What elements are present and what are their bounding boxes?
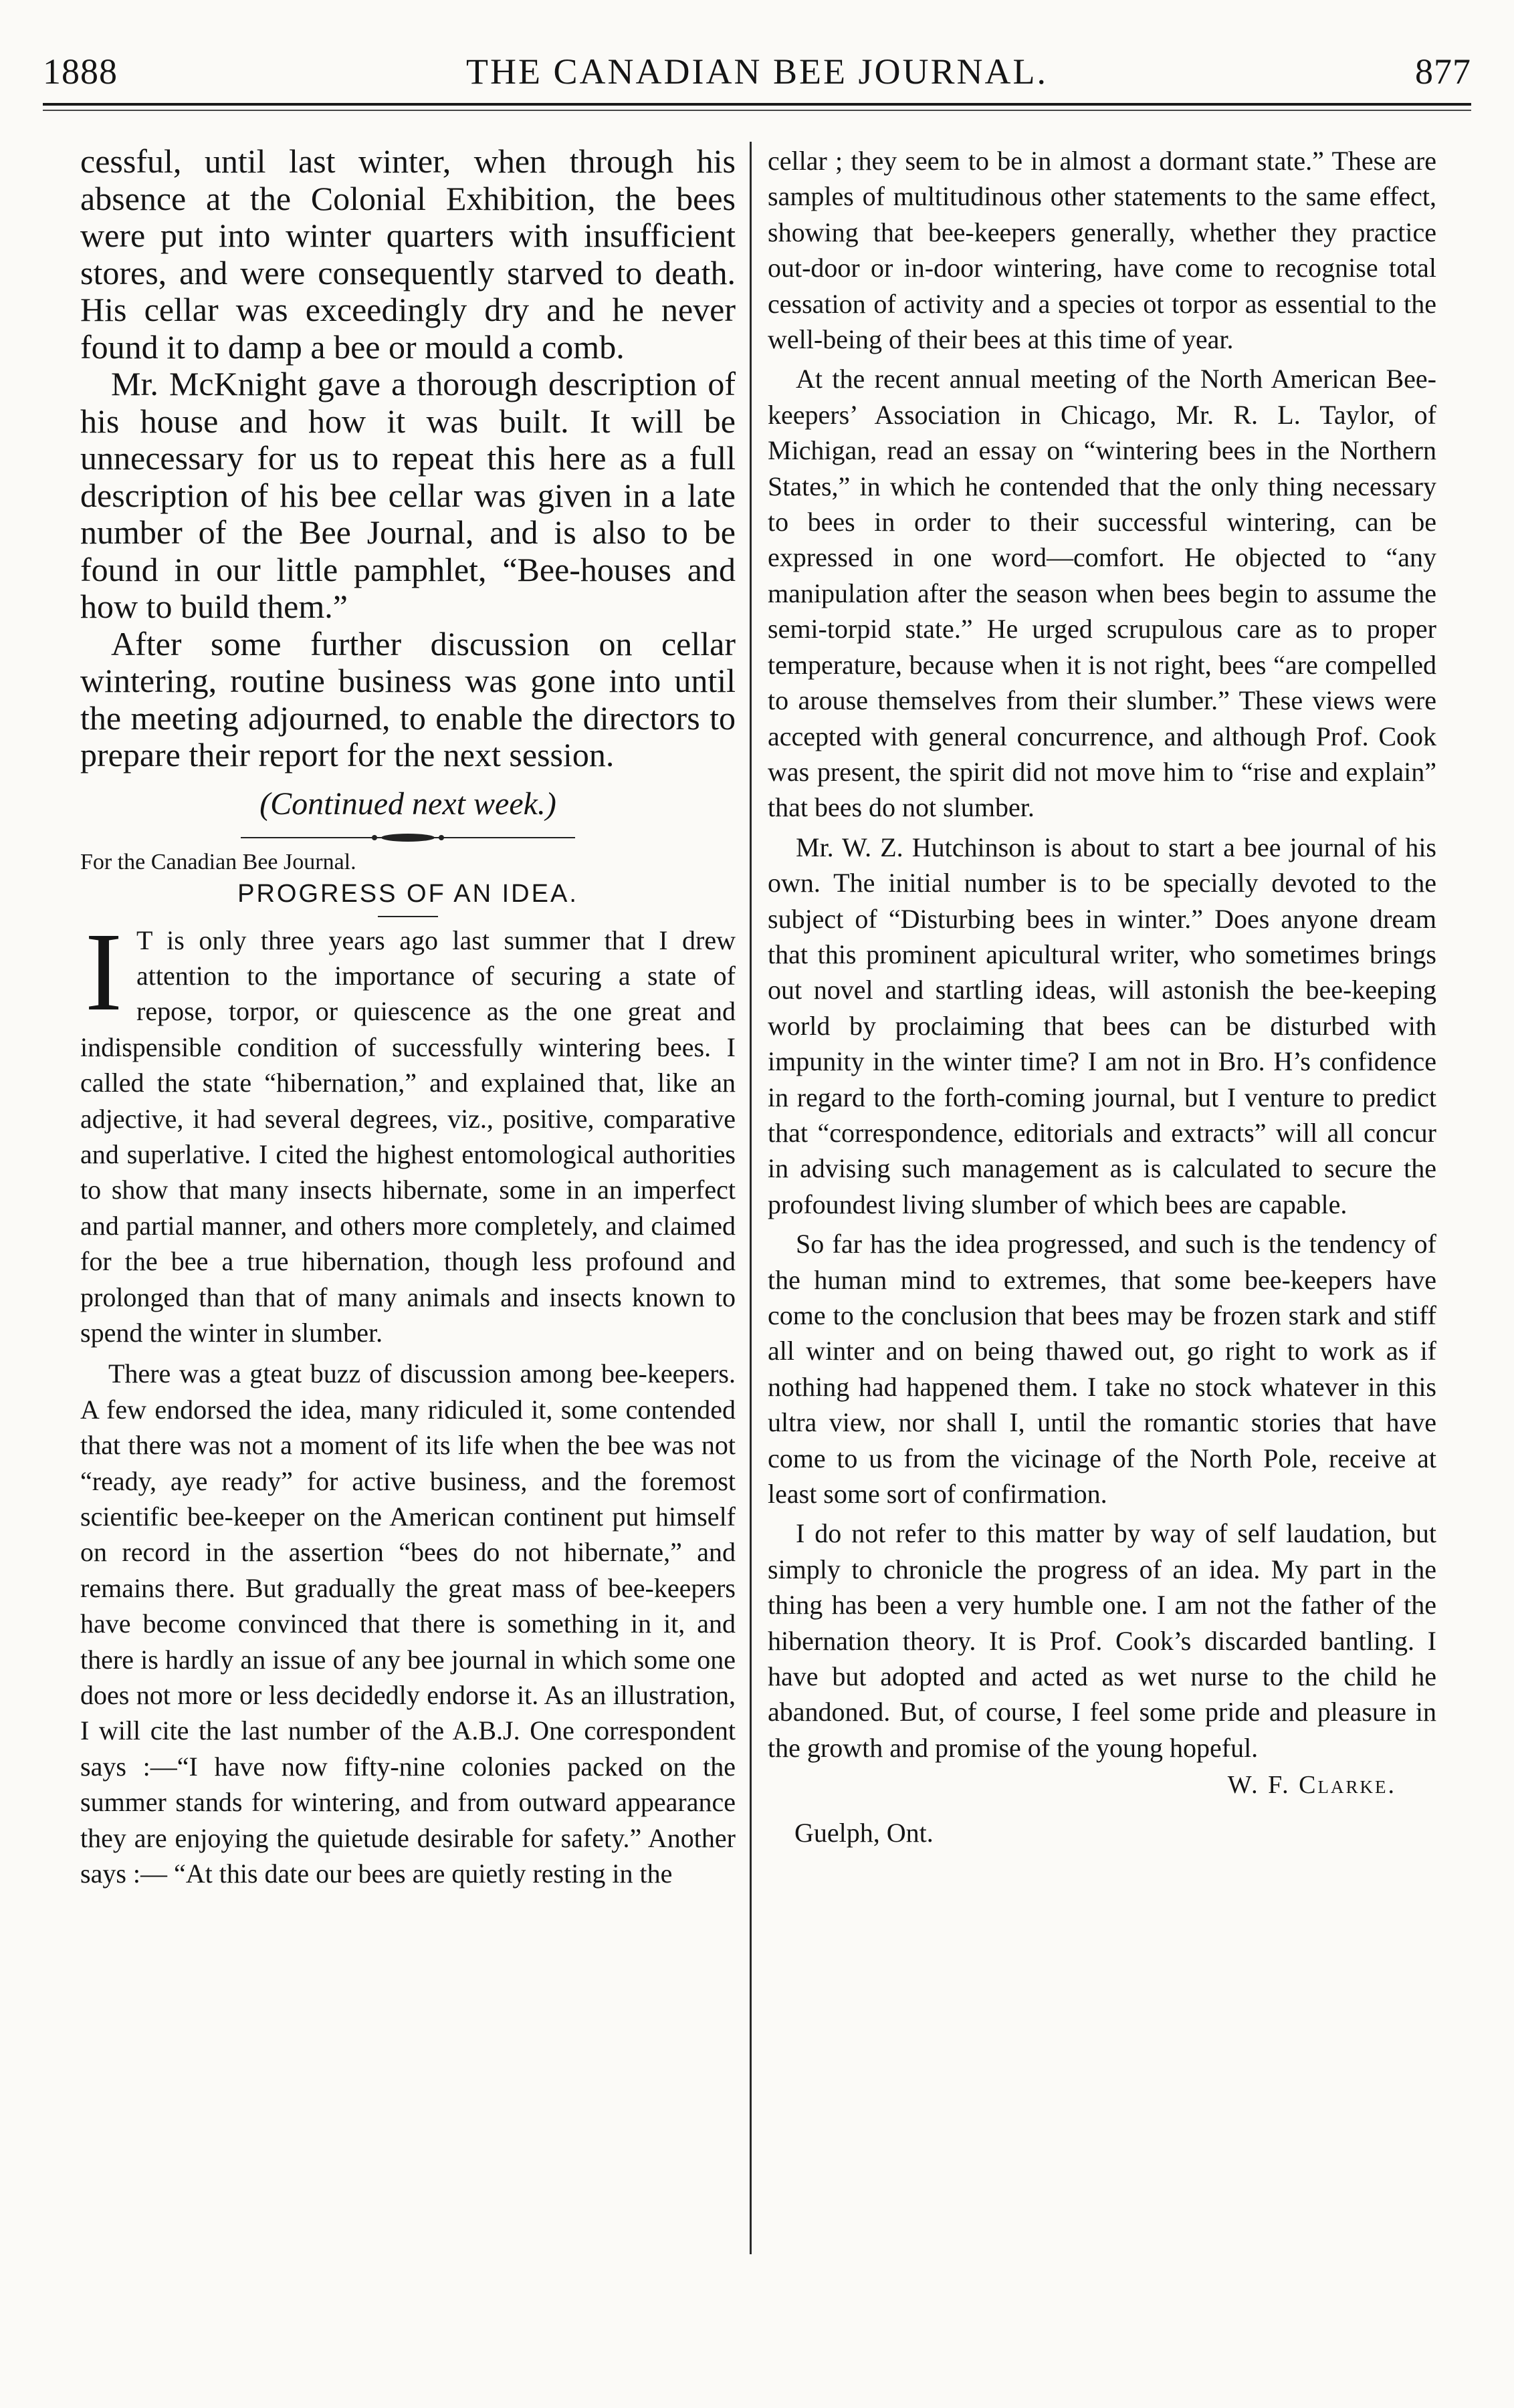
- issue-year: 1888: [43, 51, 118, 92]
- article-source-line: For the Canadian Bee Journal.: [80, 849, 356, 874]
- drop-cap-letter: I: [85, 909, 122, 1034]
- paragraph: T is only three years ago last summer that I drew attention to the importance of securing a state of repose, torpor, or quiescence as the one great and indispensible condition of successfully wintering bees. I called the state “hibernation,” and explained that, like an adjective, it had several degrees, viz., positive, comparative and superlative. I cited the highest entomological authorities to show that many insects hibernate, some in an imperfect and partial manner, and others more completely, and claimed for the bee a true hibernation, though less profound and prolonged than that of many animals and insects known to spend the winter in slumber.: [80, 925, 736, 1348]
- right-column: [768, 143, 1436, 1850]
- continued-report: [80, 143, 736, 774]
- paragraph: So far has the idea progressed, and such is the tendency of the human mind to extremes, that some bee-keepers have come to the conclusion that bees may be frozen stark and stiff all winter and on being thawed out, go right to work as if nothing had happened them. I take no stock whatever in this ultra view, nor shall I, until the romantic stories that have come to us from the vicinage of the North Pole, receive at least some sort of confirmation.: [768, 1229, 1436, 1510]
- paragraph: cessful, until last winter, when through his absence at the Colonial Exhibition, the bees were put into winter quarters with insufficient stores, and were consequently starved to death. His cellar was exceedingly dry and he never found it to damp a bee or mould a comb.: [80, 142, 736, 366]
- article-body-continued: [768, 143, 1436, 1766]
- page-number: 877: [1415, 51, 1471, 92]
- section-divider-ornament: [241, 832, 575, 844]
- author-signature: W. F. Clarke.: [1227, 1771, 1396, 1800]
- paragraph: Mr. McKnight gave a thorough description of his house and how it was built. It will be unnecessary for us to repeat this here as a full description of his bee cellar was given in a late number of the Bee Journal, and is also to be found in our little pamphlet, “Bee-houses and how to build them.”: [80, 365, 736, 625]
- paragraph: After some further discussion on cellar wintering, routine business was gone into until the meeting adjourned, to enable the directors to prepare their report for the next session.: [80, 624, 736, 773]
- header-rule-thin: [43, 110, 1471, 111]
- left-column: [80, 143, 736, 1891]
- masthead: [43, 48, 1471, 108]
- header-rule: [43, 103, 1471, 106]
- article-body: [80, 909, 736, 1892]
- paragraph: There was a gteat buzz of discussion among bee-keepers. A few endorsed the idea, many ridiculed it, some contended that there was not a moment of its life when the bee was not “ready, aye ready” for active business, and the foremost scientific bee-keeper on the American continent put himself on record in the assertion “bees do not hibernate,” and remains there. But gradually the great mass of bee-keepers have become convinced that there is something in it, and there is hardly an issue of any bee journal in which some one does not more or less decidedly endorse it. As an illustration, I will cite the last number of the A.B.J. One correspondent says :—“I have now fifty-nine colonies packed on the summer stands for wintering, and from outward appearance they are enjoying the quietude desirable for safety.” Another says :— “At this date our bees are quietly resting in the: [80, 1358, 736, 1889]
- article-title: PROGRESS OF AN IDEA.: [237, 879, 578, 908]
- paragraph: At the recent annual meeting of the North American Bee-keepers’ Association in Chicago, Mr. R. L. Taylor, of Michigan, read an essay on “wintering bees in the Northern States,” in which he contended that the only thing necessary to bees in order to their successful wintering, can be expressed in one word—comfort. He objected to “any manipulation after the season when bees begin to assume the semi-torpid state.” He urged scrupulous care as to proper temperature, because when it is not right, bees “are compelled to arouse themselves from their slumber.” These views were accepted with general concurrence, and although Prof. Cook was present, the spirit did not move him to “rise and explain” that bees do not slumber.: [768, 364, 1436, 823]
- journal-title: THE CANADIAN BEE JOURNAL.: [466, 51, 1048, 92]
- continued-note: (Continued next week.): [259, 786, 556, 822]
- author-location: Guelph, Ont.: [794, 1818, 934, 1848]
- paragraph: I do not refer to this matter by way of self laudation, but simply to chronicle the progress of an idea. My part in the thing has been a very humble one. I am not the father of the hibernation theory. It is Prof. Cook’s discarded bantling. I have but adopted and acted as wet nurse to the child he abandoned. But, of course, I feel some pride and pleasure in the growth and promise of the young hopeful.: [768, 1518, 1436, 1763]
- paragraph: cellar ; they seem to be in almost a dormant state.” These are samples of multitudinous other statements to the same effect, showing that bee-keepers generally, whether they practice out-door or in-door wintering, have come to recognise total cessation of activity and a species ot torpor as essential to the well-being of their bees at this time of year.: [768, 146, 1436, 355]
- paragraph: Mr. W. Z. Hutchinson is about to start a bee journal of his own. The initial number is to be specially devoted to the subject of “Disturbing bees in winter.” Does anyone dream that this prominent apicultural writer, who sometimes brings out novel and startling ideas, will astonish the bee-keeping world by proclaiming that bees can be disturbed with impunity in the winter time? I am not in Bro. H’s confidence in regard to the forth-coming journal, but I venture to predict that “correspondence, editorials and extracts” will all concur in advising such management as is calculated to secure the profoundest living slumber of which bees are capable.: [768, 832, 1436, 1219]
- title-rule: [378, 916, 438, 917]
- column-divider: [750, 142, 752, 2254]
